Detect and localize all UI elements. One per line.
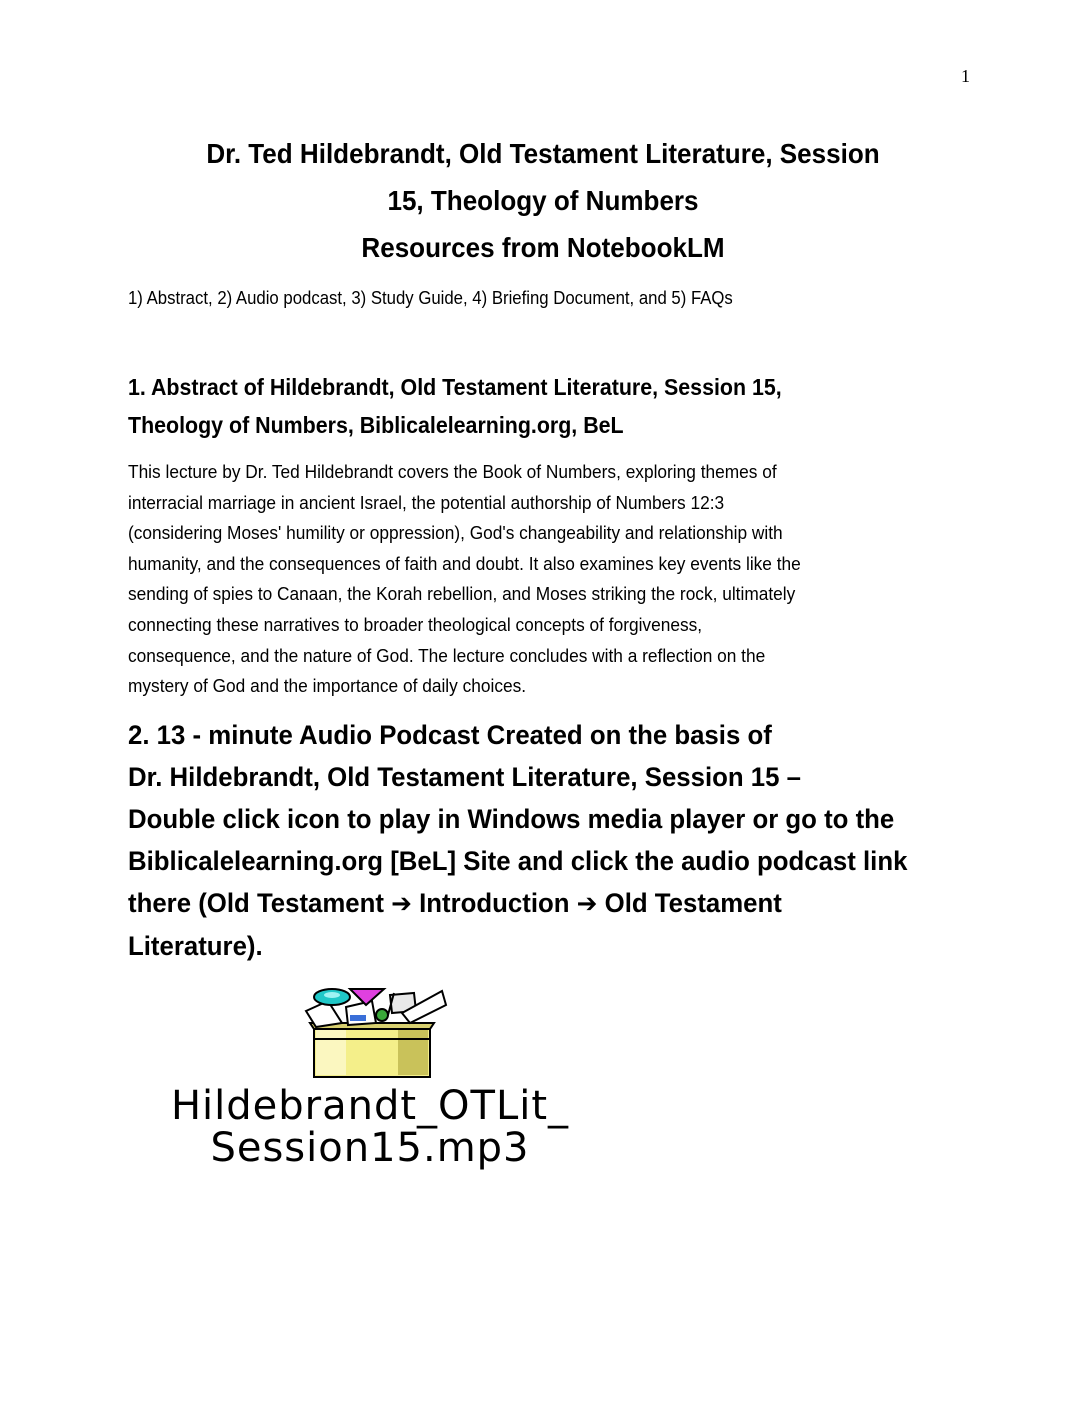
audio-attachment[interactable] [130,983,610,1171]
resources-list: 1) Abstract, 2) Audio podcast, 3) Study Guide, 4) Briefing Document, and 5) FAQs [128,288,733,308]
package-icon[interactable] [302,983,450,1081]
podcast-heading-line-2: Dr. Hildebrandt, Old Testament Literature, Session 15 – [128,762,801,792]
nav-path-part-3: Old Testament [597,888,782,918]
podcast-heading-line-1: 2. 13 - minute Audio Podcast Created on the basis of [128,720,772,750]
title-line-3: Resources from NotebookLM [361,232,725,263]
abstract-line: consequence, and the nature of God. The lecture concludes with a reflection on the [128,644,766,666]
podcast-heading-line-4: Biblicalelearning.org [BeL] Site and click the audio podcast link [128,846,908,876]
podcast-heading-line-6: Literature). [128,931,263,961]
abstract-body [128,457,951,702]
title-line-2: 15, Theology of Numbers [387,185,699,216]
right-arrow-icon: ➔ [391,889,412,919]
page-title [157,130,929,271]
right-arrow-icon: ➔ [576,889,598,919]
abstract-line: humanity, and the consequences of faith and doubt. It also examines key events like the [128,552,801,574]
page-number: 1 [961,66,970,86]
nav-path-part-2: Introduction [411,888,577,918]
filename-line-1: Hildebrandt_OTLit_ [170,1083,570,1129]
podcast-heading-line-3: Double click icon to play in Windows media player or go to the [128,804,895,834]
abstract-heading-line-1: 1. Abstract of Hildebrandt, Old Testament Literature, Session 15, [128,374,782,400]
title-line-1: Dr. Ted Hildebrandt, Old Testament Literature, Session [206,138,880,169]
abstract-heading [128,368,900,444]
attachment-filename[interactable] [130,1085,610,1169]
abstract-line: connecting these narratives to broader theological concepts of forgiveness, [128,613,703,635]
podcast-heading-line-5 [128,882,921,925]
abstract-line: sending of spies to Canaan, the Korah rebellion, and Moses striking the rock, ultimately [128,583,796,605]
nav-path-part-1: there (Old Testament [128,888,392,918]
abstract-line: This lecture by Dr. Ted Hildebrandt covers the Book of Numbers, exploring themes of [128,461,777,482]
abstract-line: mystery of God and the importance of daily choices. [128,675,527,697]
abstract-line: interracial marriage in ancient Israel, the potential authorship of Numbers 12:3 [128,491,725,513]
podcast-heading [128,714,921,967]
filename-line-2: Session15.mp3 [210,1125,530,1171]
abstract-heading-line-2: Theology of Numbers, Biblicalelearning.org, BeL [128,412,624,438]
abstract-line: (considering Moses' humility or oppression), God's changeability and relationship with [128,522,783,544]
